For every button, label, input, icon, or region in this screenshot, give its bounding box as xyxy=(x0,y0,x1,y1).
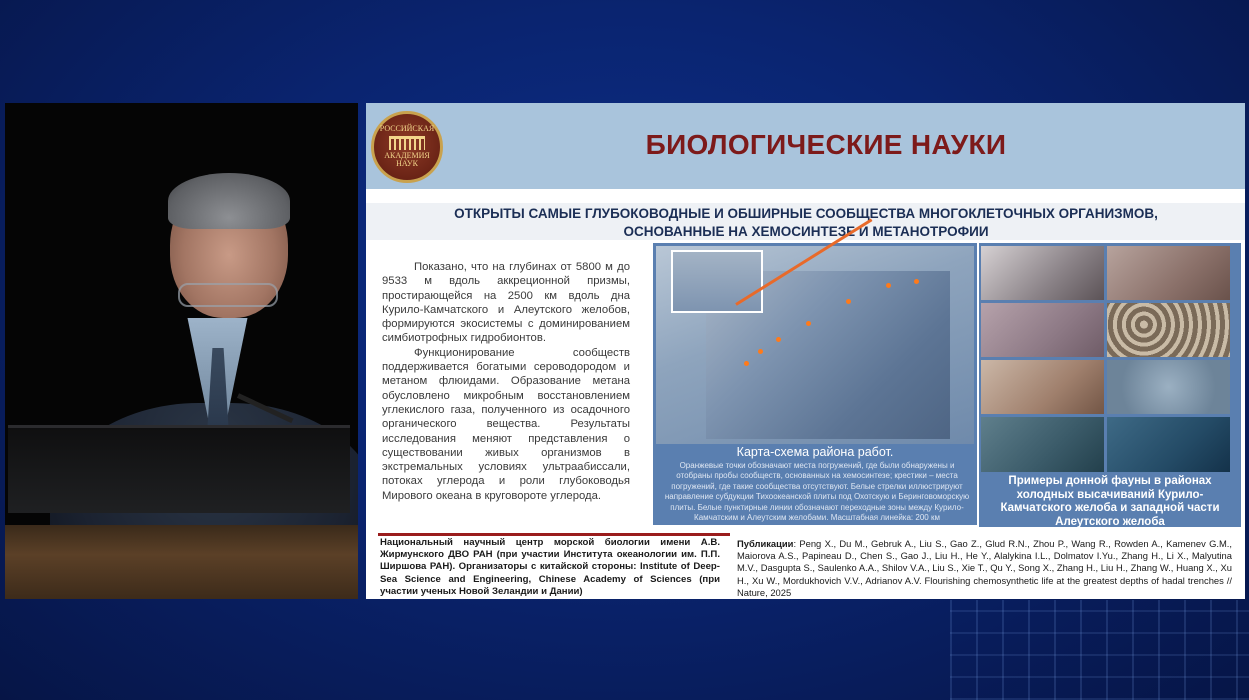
seafloor-photo xyxy=(981,417,1104,472)
slide-subheadline: ОТКРЫТЫ САМЫЕ ГЛУБОКОВОДНЫЕ И ОБШИРНЫЕ СООБЩЕСТВА МНОГОКЛЕТОЧНЫХ ОРГАНИЗМОВ, ОСНОВАННЫЕ НА ХЕМОСИНТЕЗЕ И МЕТАНОТРОФИИ xyxy=(454,206,1158,239)
publications-text xyxy=(737,538,1232,599)
header-divider xyxy=(366,189,1245,203)
dive-point xyxy=(776,337,781,342)
body-paragraph-1: Показано, что на глубинах от 5800 м до 9533 м вдоль аккреционной призмы, простирающейся на 2500 км вдоль дна Курило-Камчатского и Алеутского желобов, формируются экосистемы с доминированием симбиотрофных гидробионтов. xyxy=(382,261,630,345)
speaker-video xyxy=(5,103,358,599)
seafloor-photo xyxy=(981,246,1104,300)
dive-point xyxy=(914,279,919,284)
slide-title: БИОЛОГИЧЕСКИЕ НАУКИ xyxy=(645,129,1007,160)
dive-point xyxy=(886,283,891,288)
dive-point xyxy=(846,299,851,304)
podium xyxy=(5,525,358,599)
logo-text-line2: АКАДЕМИЯ xyxy=(384,150,430,160)
logo-building-icon xyxy=(389,136,425,150)
dive-point xyxy=(806,321,811,326)
seafloor-photo xyxy=(1107,246,1230,300)
lectern-monitor xyxy=(8,425,350,513)
speaker-glasses xyxy=(178,283,278,307)
publications-body: : Peng X., Du M., Gebruk A., Liu S., Gao Z., Glud R.N., Zhou P., Wang R., Rowden A., Kamenev G.M., Maiorova A.S., Papineau D., Chen S., Gao J., Liu H., He Y., Alalykina I.L., Dolmatov I.Yu., Zhang H., Li X., Malyutina M.V., Dasgupta S., Saulenko A.A., Shilov V.A., Liu S., Xie T., Qu Y., Song X., Zhang H., Liu H., Zhang W., Huang X., Xu H., Xu W., Mordukhovich V.V., Adrianov A.V. Flourishing chemosynthetic life at the greatest depths of hadal trenches // Nature, 2025 xyxy=(737,538,1232,598)
speaker-hair xyxy=(168,173,290,229)
map-caption-title: Карта-схема района работ. xyxy=(736,445,894,459)
presentation-slide xyxy=(366,103,1245,599)
map-caption-text: Оранжевые точки обозначают места погружений, где были обнаружены и отобраны пробы сообществ, основанных на хемосинтезе; крестики – места погружений, где такие сообщества отсутствуют. Белые стрелки иллюстрируют направление субдукции Тихоокеанской плиты под Охотскую и Беринговоморскую плиты. Белые пунктирные линии обозначают переходные зоны между Курило-Камчатским и Алеутским желобами. Масштабная линейка: 200 км xyxy=(664,461,970,523)
stage-backdrop-grid xyxy=(950,600,1249,700)
publications-label: Публикации xyxy=(737,538,794,549)
seafloor-photo xyxy=(1107,303,1230,357)
organization-text: Национальный научный центр морской биологии имени А.В. Жирмунского ДВО РАН (при участии Института океанологии им. П.П. Ширшова РАН). Организаторы с китайской стороны: Institute of Deep-Sea Science and Engineering, Chinese Academy of Sciences (при участии ученых Новой Зеландии и Дании) xyxy=(380,537,720,597)
dive-point xyxy=(758,349,763,354)
dive-point xyxy=(744,361,749,366)
academy-logo xyxy=(371,111,443,183)
body-text xyxy=(382,260,630,503)
seafloor-photo xyxy=(981,303,1104,357)
map-inset xyxy=(671,250,763,313)
seafloor-photo xyxy=(1107,417,1230,472)
seafloor-photo xyxy=(981,360,1104,414)
photo-caption: Примеры донной фауны в районах холодных высачиваний Курило-Камчатского желоба и западной части Алеутского желоба xyxy=(1000,475,1220,528)
seafloor-photo xyxy=(1107,360,1230,414)
body-paragraph-2: Функционирование сообществ поддерживается богатыми сероводородом и метаном флюидами. Образование метана обусловлено микробным восстановлением углекислого газа, полученного из осадочного органического вещества. Результаты исследования меняют представления о существовании живых организмов в экстремальных условиях ультраабиссали, потоках углерода и роли глубоководья Мирового океана в круговороте углерода. xyxy=(382,346,630,502)
organization-rule xyxy=(378,533,730,536)
logo-text-line3: НАУК xyxy=(396,159,418,169)
logo-text-line1: РОССИЙСКАЯ xyxy=(379,124,435,134)
